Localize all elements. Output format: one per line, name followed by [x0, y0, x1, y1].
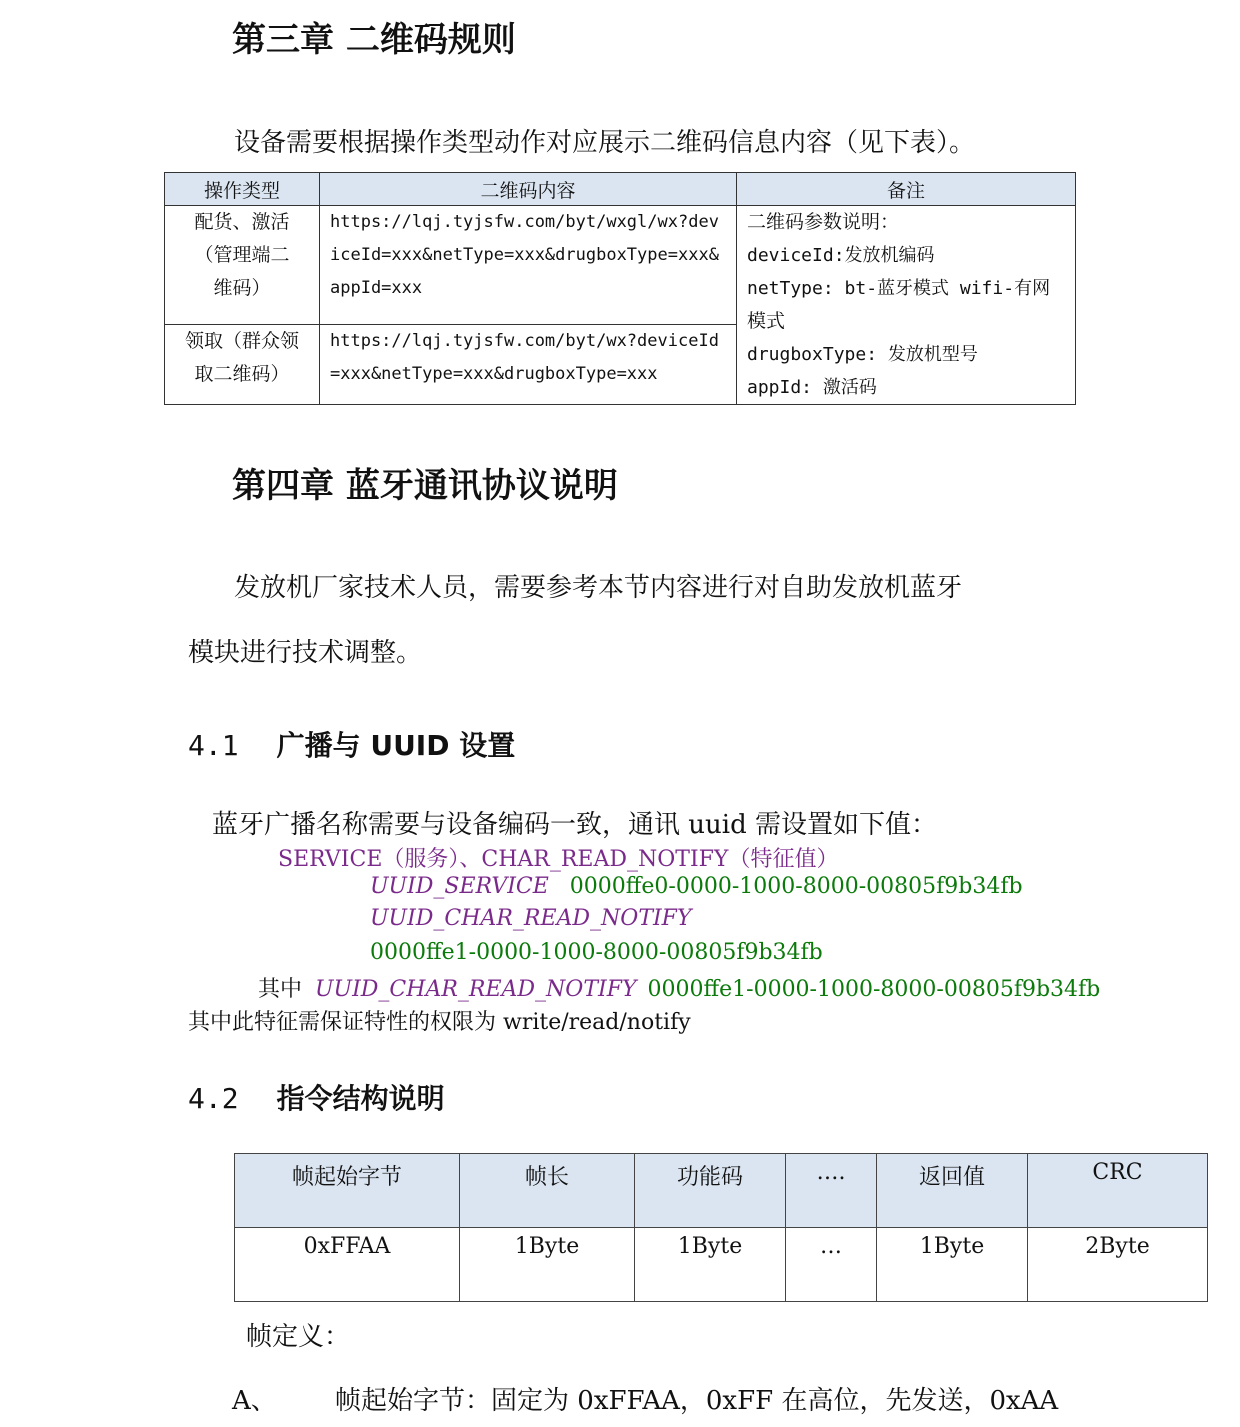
note-line: netType: bt-蓝牙模式 wifi-有网	[747, 278, 1051, 299]
frame-definition-label: 帧定义：	[246, 1322, 351, 1352]
table-cell: …	[786, 1228, 877, 1302]
uuid-char-value: 0000ffe1-0000-1000-8000-00805f9b34fb	[370, 940, 823, 965]
table-header: 帧长	[460, 1154, 635, 1228]
note-line: 二维码参数说明：	[747, 211, 900, 233]
table-header: 二维码内容	[320, 173, 737, 206]
uuid-char-label: UUID_CHAR_READ_NOTIFY	[370, 906, 692, 931]
note-line: drugboxType: 发放机型号	[747, 344, 978, 365]
qizhong-label: UUID_CHAR_READ_NOTIFY	[315, 977, 637, 1002]
item-a	[232, 1380, 1058, 1417]
table-row	[165, 206, 1076, 325]
table-header: 返回值	[877, 1154, 1028, 1228]
qr-content-cell: https://lqj.tyjsfw.com/byt/wx?deviceId=xxx&netType=xxx&drugboxType=xxx	[320, 325, 737, 405]
table-header: ….	[786, 1154, 877, 1228]
cell-line: 维码）	[213, 277, 271, 299]
chapter4-intro-line2: 模块进行技术调整。	[188, 638, 423, 668]
table-header: 操作类型	[165, 173, 320, 206]
table-header-row	[235, 1154, 1208, 1228]
note-line: appId: 激活码	[747, 377, 877, 398]
chapter3-title: 第三章 二维码规则	[232, 20, 516, 60]
section-title: 指令结构说明	[276, 1082, 445, 1115]
table-header: 备注	[737, 173, 1076, 206]
section-number: 4.2	[188, 1082, 239, 1115]
note-line: 模式	[747, 310, 786, 332]
table-header: 功能码	[635, 1154, 786, 1228]
chapter4-title: 第四章 蓝牙通讯协议说明	[232, 466, 618, 506]
cell-line: 领取（群众领	[184, 330, 299, 353]
table-cell: 1Byte	[635, 1228, 786, 1302]
frame-structure-table	[234, 1153, 1208, 1302]
uuid-service-line	[370, 874, 1023, 899]
table-row	[235, 1228, 1208, 1302]
qr-content-cell: https://lqj.tyjsfw.com/byt/wxgl/wx?deviceId=xxx&netType=xxx&drugboxType=xxx&appId=xxx	[320, 206, 737, 325]
service-line: SERVICE（服务）、CHAR_READ_NOTIFY（特征值）	[278, 847, 839, 872]
uuid-description: 蓝牙广播名称需要与设备编码一致，通讯 uuid 需设置如下值：	[212, 810, 937, 840]
item-a-prefix: A、	[232, 1386, 277, 1416]
uuid-service-value: 0000ffe0-0000-1000-8000-00805f9b34fb	[569, 874, 1023, 899]
notes-cell	[737, 206, 1076, 405]
item-a-text: 帧起始字节：固定为 0xFFAA，0xFF 在高位，先发送，0xAA	[335, 1386, 1059, 1416]
section-number: 4.1	[188, 729, 239, 762]
cell-line: （管理端二	[194, 244, 290, 266]
chapter4-intro-line1: 发放机厂家技术人员，需要参考本节内容进行对自助发放机蓝牙	[234, 573, 963, 603]
table-cell: 1Byte	[460, 1228, 635, 1302]
section-4-1-heading	[188, 724, 515, 764]
note-line: deviceId:发放机编码	[747, 245, 935, 266]
table-cell: 0xFFAA	[235, 1228, 460, 1302]
permission-note: 其中此特征需保证特性的权限为 write/read/notify	[188, 1010, 691, 1035]
operation-type-cell	[165, 325, 320, 405]
operation-type-cell	[165, 206, 320, 325]
table-cell: 2Byte	[1028, 1228, 1208, 1302]
qizhong-line	[258, 972, 1100, 1003]
table-header-row	[165, 173, 1076, 206]
qizhong-value: 0000ffe1-0000-1000-8000-00805f9b34fb	[647, 977, 1101, 1002]
section-4-2-heading	[188, 1077, 445, 1117]
uuid-service-label: UUID_SERVICE	[370, 874, 549, 899]
section-title: 广播与 UUID 设置	[276, 729, 516, 762]
cell-line: 配货、激活	[194, 211, 290, 233]
chapter3-intro: 设备需要根据操作类型动作对应展示二维码信息内容（见下表）。	[234, 128, 976, 158]
qizhong-prefix: 其中	[258, 977, 303, 1002]
cell-line: 取二维码）	[194, 363, 290, 386]
table-cell: 1Byte	[877, 1228, 1028, 1302]
table-header: 帧起始字节	[235, 1154, 460, 1228]
table-header: CRC	[1028, 1154, 1208, 1228]
qr-code-table	[164, 172, 1076, 405]
